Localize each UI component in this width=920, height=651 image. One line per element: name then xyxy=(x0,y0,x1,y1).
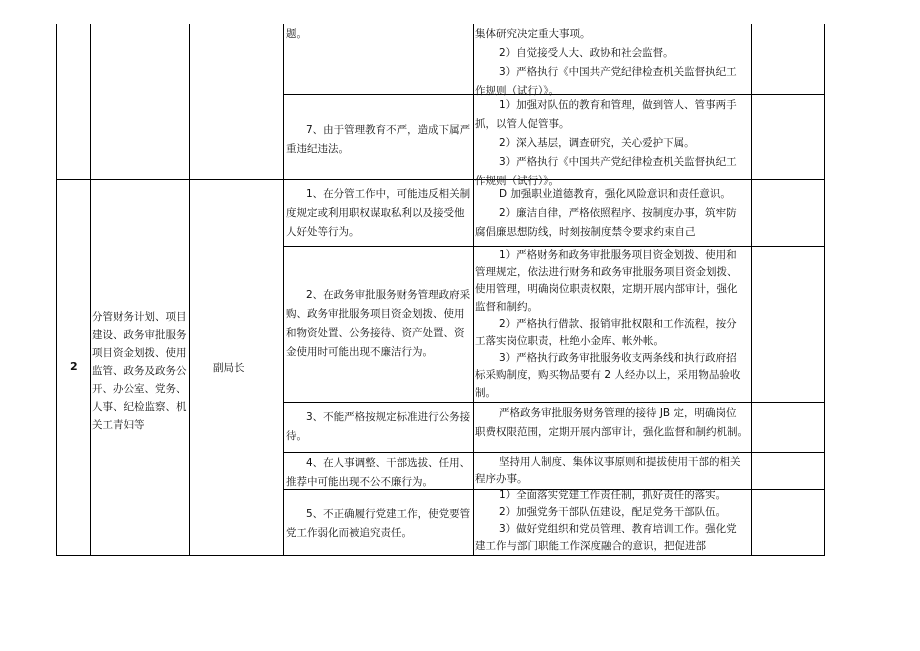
risk-cell xyxy=(286,505,470,543)
measure-cell xyxy=(475,454,741,488)
row-number: 2 xyxy=(70,360,78,373)
risk-line: 1、在分管工作中，可能违反相关制 xyxy=(306,188,471,200)
duties-line: 人事、纪检监察、机 xyxy=(92,401,187,413)
measure-cell xyxy=(475,404,748,442)
measure-line: 标采购制度，购买物品要有 2 人经办以上，采用物品验收 xyxy=(475,369,741,382)
measure-line: 严格政务审批服务财务管理的接待 JB 定，明确岗位 xyxy=(499,407,737,419)
risk-line: 人好处等行为。 xyxy=(286,226,360,238)
measure-line: 抓，以管人促管事。 xyxy=(475,118,570,130)
measure-cell xyxy=(475,247,740,402)
measure-line: 监督和制约。 xyxy=(475,300,538,313)
measure-line: 2）严格执行借款、报销审批权限和工作流程，按分 xyxy=(499,317,737,330)
risk-line: 5、不正确履行党建工作，使党要管 xyxy=(306,508,471,520)
risk-line: 购、政务审批服务项目资金划拨、使用 xyxy=(286,308,465,320)
measure-cell xyxy=(475,487,737,555)
position-label: 副局长 xyxy=(213,362,245,374)
duties-line: 项目资金划拨、使用 xyxy=(92,347,187,359)
duties-line: 分管财务计划、项目 xyxy=(92,311,187,323)
risk-line: 3、不能严格按规定标准进行公务接 xyxy=(306,411,471,423)
risk-cell xyxy=(286,185,470,242)
measure-line: 建工作与部门职能工作深度融合的意识，把促进部 xyxy=(475,540,706,552)
risk-line: 金使用时可能出现不廉洁行为。 xyxy=(286,346,433,358)
measure-line: 腐倡廉思想防线，时刻按制度禁令要求约束自己 xyxy=(475,226,696,238)
measure-line: 使用管理，明确岗位职责权限，定期开展内部审计，强化 xyxy=(475,283,738,296)
measure-line: 管理规定，依法进行财务和政务审批服务项目资金划拨、 xyxy=(475,266,738,279)
risk-line: 党工作弱化而被追究责任。 xyxy=(286,527,412,539)
measure-line: 3）严格执行政务审批服务收支两条线和执行政府招 xyxy=(499,352,737,365)
measure-line: 2）加强党务干部队伍建设，配足党务干部队伍。 xyxy=(499,506,727,518)
measure-line: 程序办事。 xyxy=(475,473,528,485)
measure-line: 1）严格财务和政务审批服务项目资金划拨、使用和 xyxy=(499,249,737,261)
risk-line: 待。 xyxy=(286,430,307,442)
risk-line: 4、在人事调整、干部选拔、任用、 xyxy=(306,457,471,469)
measure-line: 2）自觉接受人大、政协和社会监督。 xyxy=(499,47,674,59)
measure-cell xyxy=(475,96,737,191)
measure-line: 坚持用人制度、集体议事原则和提拔使用干部的相关 xyxy=(499,456,741,468)
risk-line: 2、在政务审批服务财务管理政府采 xyxy=(306,289,471,301)
measure-line: 3）严格执行《中国共产党纪律检查机关监督执纪工 xyxy=(499,156,737,168)
risk-line: 重违纪违法。 xyxy=(286,143,349,155)
duties-cell xyxy=(92,308,187,434)
risk-line: 推荐中可能出现不公不廉行为。 xyxy=(286,476,433,488)
measure-line: 职费权限范围，定期开展内部审计，强化监督和制约机制。 xyxy=(475,426,748,438)
risk-line: 和物资处置、公务接待、资产处置、资 xyxy=(286,327,465,339)
risk-cell xyxy=(286,121,470,159)
measure-line: 3）严格执行《中国共产党纪律检查机关监督执纪工 xyxy=(499,66,737,78)
risk-cell xyxy=(286,454,470,492)
measure-line: 工落实岗位职责，杜绝小金库、帐外帐。 xyxy=(475,335,664,348)
measure-cell xyxy=(475,185,737,242)
measure-line: D 加强职业道德教育，强化风险意识和责任意识。 xyxy=(499,188,731,200)
measure-line: 1）加强对队伍的教育和管理，做到管人、管事两手 xyxy=(499,99,737,111)
risk-cell xyxy=(286,25,307,44)
measure-line: 作规则（试行）》。 xyxy=(475,85,559,97)
measure-line: 制。 xyxy=(475,386,496,399)
measure-cell xyxy=(475,25,737,101)
risk-cell xyxy=(286,286,470,362)
duties-line: 监管、政务及政务公 xyxy=(92,365,187,377)
duties-line: 建设、政务审批服务 xyxy=(92,329,187,341)
measure-line: 2）深入基层，调查研究，关心爱护下属。 xyxy=(499,137,695,149)
risk-line: 题。 xyxy=(286,28,307,40)
measure-line: 集体研究决定重大事项。 xyxy=(475,28,591,40)
duties-line: 关工青妇等 xyxy=(92,419,145,431)
risk-line: 度规定或利用职权谋取私利以及接受他 xyxy=(286,207,465,219)
measure-line: 3）做好党组织和党员管理、教育培训工作。强化党 xyxy=(499,523,737,535)
measure-line: 2）廉洁自律，严格依照程序、按制度办事，筑牢防 xyxy=(499,207,737,219)
risk-line: 7、由于管理教育不严，造成下属严 xyxy=(306,124,471,136)
risk-cell xyxy=(286,408,470,446)
measure-line: 作规则（试行）》。 xyxy=(475,175,559,187)
duties-line: 开、办公室、党务、 xyxy=(92,383,187,395)
measure-line: 1）全面落实党建工作责任制，抓好责任的落实。 xyxy=(499,489,727,501)
